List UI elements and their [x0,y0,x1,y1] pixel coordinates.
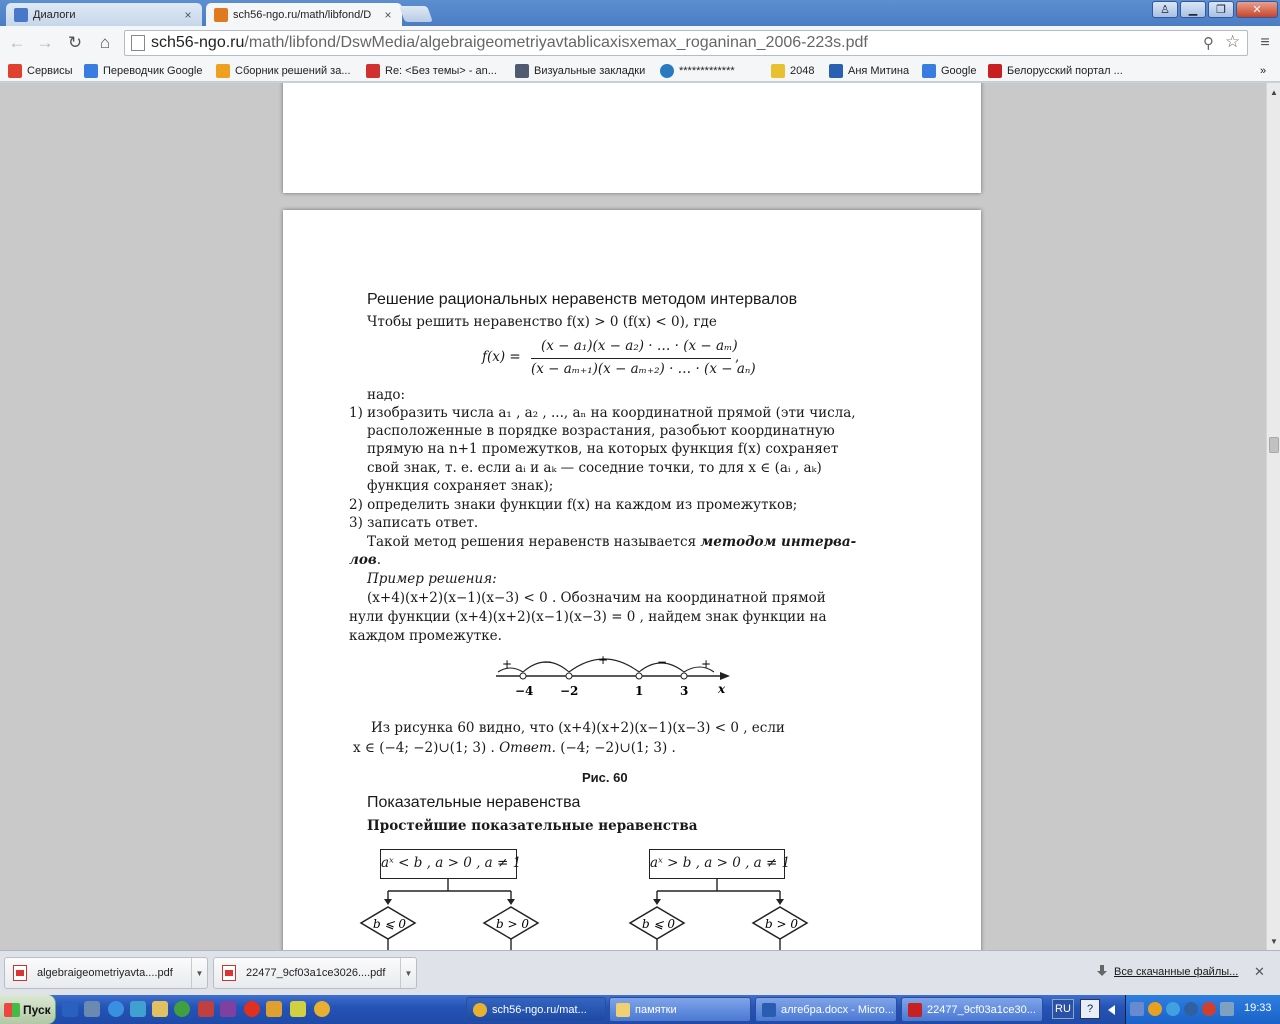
bookmark-collection[interactable]: Сборник решений за... [216,62,351,80]
axis-label: x [718,682,726,696]
bookmark-star-icon[interactable]: ☆ [1225,32,1241,51]
pdf-page [283,83,981,193]
section-heading: Решение рациональных неравенств методом интервалов [367,291,798,308]
download-arrow-icon [1097,965,1107,977]
sign-label: + [701,657,712,671]
network-icon[interactable] [1130,1002,1144,1016]
decision-label: b ⩽ 0 [373,917,406,931]
reload-button[interactable]: ↻ [67,33,83,52]
formula-numerator: (x − a₁)(x − a₂) · … · (x − aₘ) [541,338,738,354]
close-window-button[interactable]: ✕ [1236,1,1278,18]
decision-label: b > 0 [496,917,529,931]
home-button[interactable]: ⌂ [99,33,111,52]
vk-icon [829,64,843,78]
flow-condition-box: aˣ > b , a > 0 , a ≠ 1 [649,849,785,879]
close-icon[interactable]: ✕ [1254,964,1265,979]
desktop-icon[interactable] [84,1001,100,1017]
page-icon [131,35,145,51]
figure-caption: Рис. 60 [582,770,628,785]
grid-icon [515,64,529,78]
method-text-cont: лов. [349,552,382,568]
quicklaunch-icon[interactable] [130,1001,146,1017]
decision-label: b ⩽ 0 [642,917,675,931]
quicklaunch-icon[interactable] [62,1001,78,1017]
tab-strip [0,0,1280,26]
site-favicon-icon [214,8,228,22]
conclusion-line: x ∈ (−4; −2)∪(1; 3) . Ответ. (−4; −2)∪(1; 3) . [353,740,676,756]
volume-icon[interactable] [1220,1002,1234,1016]
chevron-down-icon[interactable]: ▼ [400,958,416,988]
folder-icon [616,1003,630,1017]
taskbar-item-word[interactable]: алгебра.docx - Micro... [755,997,897,1022]
bookmark-hidden[interactable]: ************* [660,62,735,80]
tray-app-icon[interactable] [1184,1002,1198,1016]
forward-button[interactable]: → [36,33,54,52]
windows-taskbar [0,995,1280,1024]
formula-comma: , [735,349,740,365]
bookmark-mail[interactable]: Re: <Без темы> - an... [366,62,497,80]
pdf-viewer [0,83,1266,950]
step1-line: свой знак, т. е. если aᵢ и aₖ — соседние точки, то для x ∈ (aᵢ , aₖ) [367,460,822,476]
flow-condition-box: aˣ < b , a > 0 , a ≠ 1 [380,849,517,879]
step2-line: 2) определить знаки функции f(x) на каждом из промежутков; [349,497,798,513]
quicklaunch-icon[interactable] [198,1001,214,1017]
point-label: 1 [635,684,644,698]
tab-label: Диалоги [33,8,76,21]
chevron-down-icon[interactable]: ▼ [191,958,207,988]
step3-line: 3) записать ответ. [349,515,479,531]
need-label: надо: [367,387,406,403]
tab-close-icon[interactable]: × [184,7,192,22]
taskbar-item-chrome[interactable]: sch56-ngo.ru/mat... [466,997,606,1022]
flowchart-left [353,879,553,950]
tab-dialogs[interactable] [6,3,202,26]
sign-label: + [502,657,513,671]
game-2048-icon [771,64,785,78]
bookmarks-bar [0,60,1280,82]
method-text: Такой метод решения неравенств называется методом интерва- [367,534,857,550]
tab-close-icon[interactable]: × [384,7,392,22]
quicklaunch-icon[interactable] [290,1001,306,1017]
open-point [520,673,526,679]
taskbar-item-folder[interactable]: памятки [609,997,751,1022]
example-title: Пример решения: [367,571,497,587]
scroll-thumb[interactable] [1269,437,1279,453]
pdf-file-icon [222,965,236,981]
chrome-icon[interactable] [314,1001,330,1017]
open-point [636,673,642,679]
point-label: −4 [515,684,534,698]
scroll-up-icon[interactable]: ▲ [1270,87,1278,97]
chrome-menu-button[interactable]: ≡ [1260,34,1270,51]
example-line: нули функции (x+4)(x+2)(x−1)(x−3) = 0 , найдем знак функции на [349,609,827,625]
shield-icon [988,64,1002,78]
media-icon[interactable] [174,1001,190,1017]
apps-grid-icon [8,64,22,78]
subsection-heading: Простейшие показательные неравенства [367,818,698,834]
step1-line: расположенные в порядке возрастания, разобьют координатную [367,423,835,439]
conclusion-line: Из рисунка 60 видно, что (x+4)(x+2)(x−1)(x−3) < 0 , если [371,720,785,736]
chat-icon [14,8,28,22]
address-bar[interactable] [124,30,1248,56]
restore-button[interactable]: ❐ [1208,1,1234,18]
word-icon [762,1003,776,1017]
bookmark-visual[interactable]: Визуальные закладки [515,62,645,80]
tray-expand-icon[interactable] [1108,1005,1115,1015]
flowchart-right [622,879,822,950]
open-point [681,673,687,679]
tray-app-icon[interactable] [1166,1002,1180,1016]
zoom-icon[interactable]: ⚲ [1203,35,1214,52]
sign-label: − [542,655,553,669]
url-text: sch56-ngo.ru/math/libfond/DswMedia/algebraigeometriyavtablicaxisxemax_roganinan_2006-223s.pdf [151,34,868,51]
start-button[interactable]: Пуск [0,995,56,1024]
decision-label: b > 0 [765,917,798,931]
bookmark-favicon-icon [216,64,230,78]
language-indicator[interactable]: RU [1052,999,1074,1019]
clock: 19:33 [1244,1002,1272,1014]
new-tab-button[interactable] [399,6,433,22]
all-downloads-link[interactable]: Все скачанные файлы... [1114,966,1239,978]
tab-pdf[interactable] [206,3,402,26]
tray-app-icon[interactable] [1148,1002,1162,1016]
scroll-down-icon[interactable]: ▼ [1270,936,1278,946]
folder-icon[interactable] [152,1001,168,1017]
back-button[interactable]: ← [8,33,26,52]
bookmark-anya[interactable]: Аня Митина [829,62,909,80]
pdf-page [283,210,981,950]
pdf-file-icon [13,965,27,981]
circle-icon [660,64,674,78]
browser-toolbar [0,26,1280,60]
pdf-file-icon [908,1003,922,1017]
step1-line: 1) изобразить числа a₁ , a₂ , ..., aₙ на координатной прямой (эти числа, [349,405,856,421]
sign-label: − [657,655,668,669]
bookmark-translate[interactable]: Переводчик Google [84,62,203,80]
minimize-button[interactable]: ▁ [1180,1,1206,18]
ie-icon[interactable] [108,1001,124,1017]
intro-text: Чтобы решить неравенство f(x) > 0 (f(x) < 0), где [367,314,717,330]
point-label: 3 [680,684,689,698]
translate-icon [84,64,98,78]
download-item[interactable]: algebraigeometriyavta....pdf ▼ [4,957,208,989]
open-point [566,673,572,679]
tray-app-icon[interactable] [1202,1002,1216,1016]
chrome-icon [473,1003,487,1017]
point-label: −2 [560,684,579,698]
bookmark-belarus[interactable]: Белорусский портал ... [988,62,1123,80]
user-profile-button[interactable]: ♙ [1152,1,1178,18]
step1-line: функция сохраняет знак); [367,478,554,494]
bookmark-services[interactable]: Сервисы [8,62,73,80]
fraction-bar [531,358,731,359]
bookmarks-overflow[interactable]: » [1260,65,1267,77]
windows-logo-icon [4,1003,20,1017]
sign-label: + [598,653,609,667]
tab-label: sch56-ngo.ru/math/libfond/D [233,8,372,21]
step1-line: прямую на n+1 промежутков, на которых функция f(x) сохраняет [367,441,839,457]
download-item[interactable]: 22477_9cf03a1ce3026....pdf ▼ [213,957,417,989]
example-line: (x+4)(x+2)(x−1)(x−3) < 0 . Обозначим на координатной прямой [367,590,826,606]
quicklaunch-icon[interactable] [220,1001,236,1017]
help-button[interactable]: ? [1080,999,1100,1019]
number-line-figure [488,642,738,712]
section-heading: Показательные неравенства [367,794,581,811]
bookmark-google[interactable]: Google [922,62,976,80]
formula-denominator: (x − aₘ₊₁)(x − aₘ₊₂) · … · (x − aₙ) [531,361,756,377]
axis-arrow [720,672,730,680]
google-icon [922,64,936,78]
formula-lhs: f(x) = [482,349,521,365]
quicklaunch-icon[interactable] [266,1001,282,1017]
vertical-scrollbar[interactable] [1266,83,1280,950]
download-bar [0,950,1280,995]
taskbar-item-pdf[interactable]: 22477_9cf03a1ce30... [901,997,1043,1022]
example-line: каждом промежутке. [349,628,502,644]
bookmark-2048[interactable]: 2048 [771,62,814,80]
opera-icon[interactable] [244,1001,260,1017]
gmail-icon [366,64,380,78]
